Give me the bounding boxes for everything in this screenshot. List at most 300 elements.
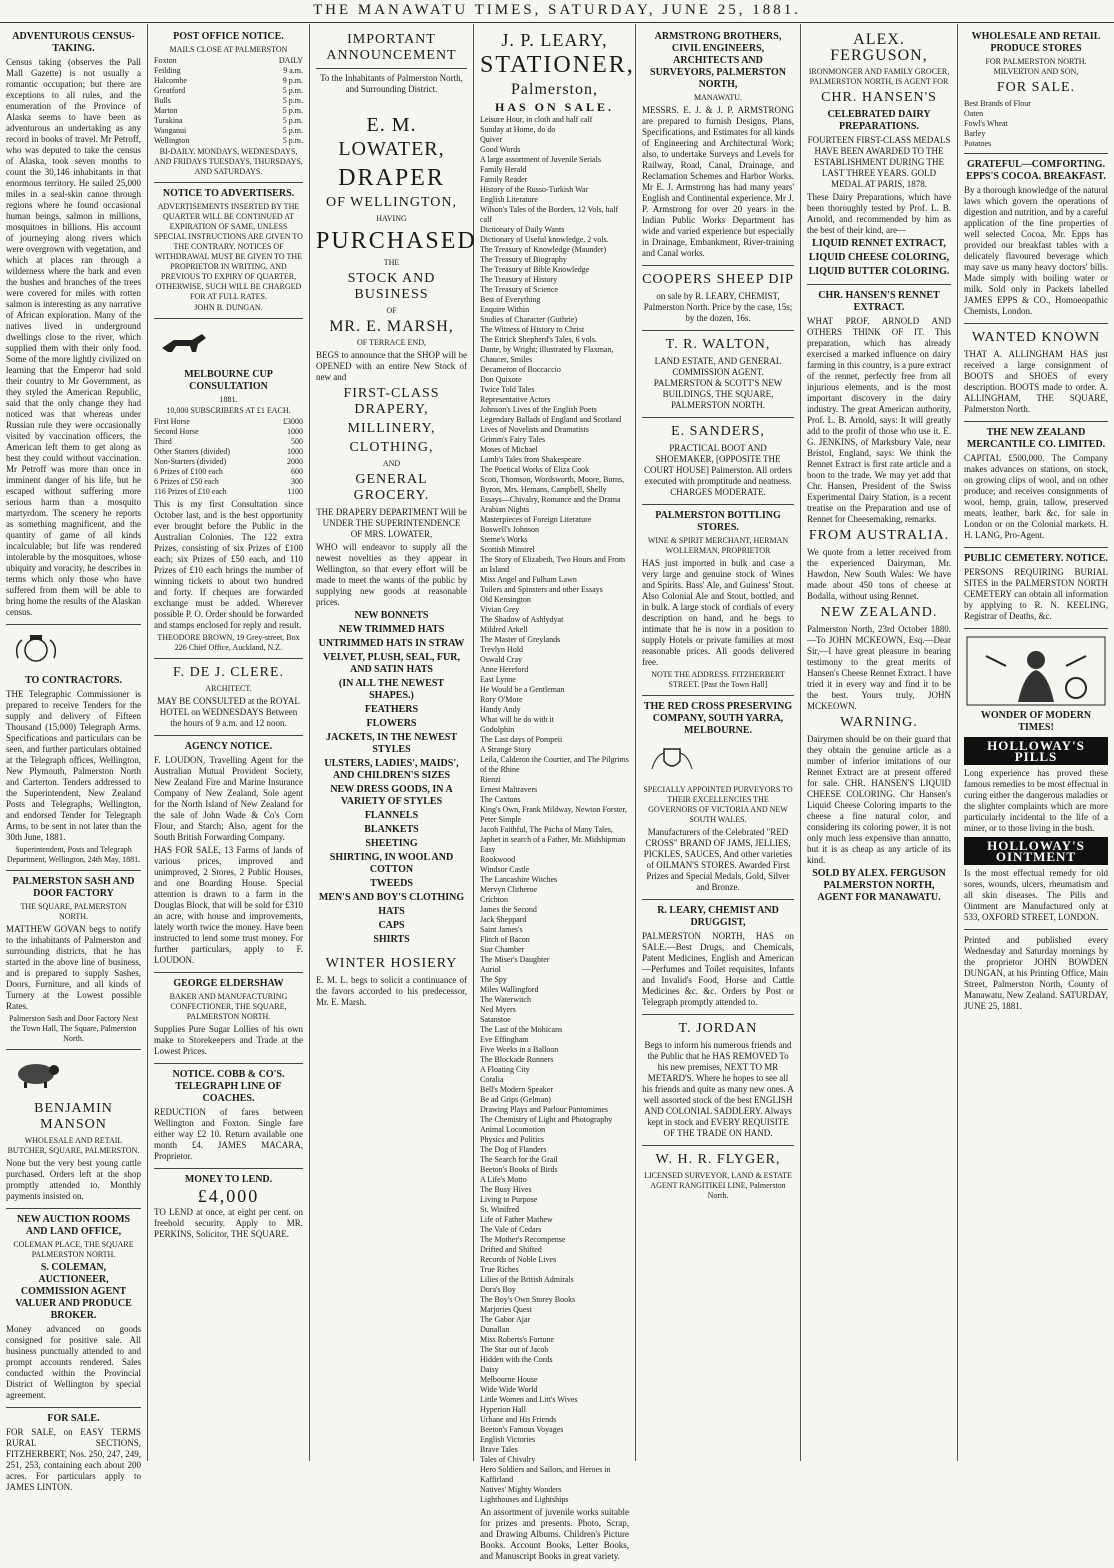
book-item: Essays—Chivalry, Romance and the Drama xyxy=(480,495,621,504)
liquid-item: LIQUID BUTTER COLORING. xyxy=(808,266,950,277)
clothing: CLOTHING, xyxy=(349,440,434,455)
cup-row-value: 500 xyxy=(291,437,303,446)
cup-row-label: Third xyxy=(154,437,172,446)
book-item: Living to Purpose xyxy=(480,1195,538,1204)
book-item: Physics and Politics xyxy=(480,1135,545,1144)
book-item: Ernest Maltravers xyxy=(480,785,538,794)
book-item: Grimm's Fairy Tales xyxy=(480,435,546,444)
cup-row-label: Non-Starters (divided) xyxy=(154,457,227,466)
post-row-label: Foxton xyxy=(154,56,177,65)
having: HAVING xyxy=(376,214,407,223)
book-item: English Literature xyxy=(480,195,538,204)
lowater-item: CAPS xyxy=(378,920,405,931)
melbourne-cup-ad xyxy=(154,319,303,659)
sash-title: PALMERSTON SASH AND DOOR FACTORY xyxy=(12,876,135,899)
bottling-sub: WINE & SPIRIT MERCHANT, HERMAN WOLLERMAN, PROPRIETOR xyxy=(647,536,789,555)
book-item: The Waterwitch xyxy=(480,995,531,1004)
book-item: Animal Locomotion xyxy=(480,1125,546,1134)
cobb-ad xyxy=(154,1064,303,1169)
epps-text: By a thorough knowledge of the natural laws which govern the operations of digestion and nutrition, and by a careful application of the fine properties of well selected Cocoa, Mr. Epps has provided our breakfast tables with a delicately flavoured beverage which may save us many heavy doctors' bills. Made simply with boiling water or milk. Sold only in Packets labelled JAMES EPPS & CO., Homoeopathic Chemists, London. xyxy=(964,185,1108,316)
cup-row-value: 1000 xyxy=(287,447,303,456)
columns xyxy=(0,24,1114,1561)
flyger-text: LICENSED SURVEYOR, LAND & ESTATE AGENT RANGITIKEI LINE, Palmerston North. xyxy=(644,1171,792,1200)
column-2 xyxy=(148,24,310,1461)
clere-text: MAY BE CONSULTED at the ROYAL HOTEL on WEDNESDAYS Between the hours of 9 a.m. and 12 noon. xyxy=(157,696,300,728)
book-item: The Spy xyxy=(480,975,507,984)
lowater-item: VELVET, PLUSH, SEAL, FUR, AND SATIN HATS xyxy=(323,652,460,675)
book-item: Decameron of Boccaccio xyxy=(480,365,561,374)
walton-ad xyxy=(642,331,794,418)
wanted-title: WANTED KNOWN xyxy=(971,330,1101,345)
book-item: A Floating City xyxy=(480,1065,530,1074)
post-table xyxy=(154,56,303,146)
book-item: Hero Soldiers and Sailors, and Heroes in Kaffirland xyxy=(480,1465,611,1484)
lowater-item: ULSTERS, LADIES', MAIDS', AND CHILDREN'S SIZES xyxy=(324,758,459,781)
book-item: Dunallan xyxy=(480,1325,510,1334)
cup-row-value: 1100 xyxy=(287,487,303,496)
auction-ad xyxy=(6,1209,141,1408)
book-item: Auriol xyxy=(480,965,501,974)
printed-text: Printed and published every Wednesday and Saturday mornings by the proprietor JOHN BOWDEN DUNGAN, at his Printing Office, Main Street, Palmerston North, County of Manawatu, New Zealand. SATURDAY, JUNE 25, 1881. xyxy=(964,935,1108,1011)
produce-list xyxy=(964,99,1108,149)
pills-banner: HOLLOWAY'S PILLS xyxy=(964,737,1108,765)
book-item: Crichton xyxy=(480,895,508,904)
cup-title: MELBOURNE CUP CONSULTATION xyxy=(184,369,273,392)
book-item: Legendary Ballads of England and Scotland xyxy=(480,415,622,424)
ferguson-sub: IRONMONGER AND FAMILY GROCER, PALMERSTON NORTH, IS AGENT FOR xyxy=(808,67,950,86)
book-item: Boswell's Johnson xyxy=(480,525,540,534)
coat-of-arms-icon xyxy=(642,743,702,777)
book-item: Miss Roberts's Fortune xyxy=(480,1335,554,1344)
cup-row-value: 2000 xyxy=(287,457,303,466)
post-row xyxy=(154,126,303,136)
sash-foot: Palmerston Sash and Door Factory Next the Town Hall, The Square, Palmerston North. xyxy=(8,1014,139,1043)
book-item: The Treasury of History xyxy=(480,275,558,284)
book-item: The Poetical Works of Eliza Cook xyxy=(480,465,590,474)
book-item: The Story of Elizabeth, Two Hours and From an Island xyxy=(480,555,626,574)
book-item: Rory O'More xyxy=(480,695,523,704)
coleman-title: S. COLEMAN, AUCTIONEER, COMMISSION AGENT VALUER AND PRODUCE BROKER. xyxy=(15,1262,132,1321)
sash-factory-ad xyxy=(6,871,141,1050)
book-item: Scott, Thomson, Wordsworth, Moore, Burns, Byron, Mrs. Hemans, Campbell, Shelly xyxy=(480,475,625,494)
post-row-value: 5 p.m. xyxy=(282,126,303,135)
liquid-item: LIQUID RENNET EXTRACT, xyxy=(812,238,946,249)
book-item: Daisy xyxy=(480,1365,499,1374)
produce-item: Barley xyxy=(964,129,986,138)
flyger-title: W. H. R. FLYGER, xyxy=(655,1152,781,1167)
manson-title: BENJAMIN MANSON xyxy=(34,1101,113,1132)
notice-sign: JOHN B. DUNGAN. xyxy=(194,303,263,312)
book-item: Flitch of Bacon xyxy=(480,935,530,944)
book-item: He Would be a Gentleman xyxy=(480,685,565,694)
post-row-label: Greatford xyxy=(154,86,186,95)
cup-row-label: First Horse xyxy=(154,417,190,426)
millinery: MILLINERY, xyxy=(347,421,436,436)
auction-title: NEW AUCTION ROOMS AND LAND OFFICE, xyxy=(16,1214,131,1237)
post-row-label: Turakina xyxy=(154,116,183,125)
book-item: Lamb's Tales from Shakespeare xyxy=(480,455,582,464)
medals-text: FOURTEEN FIRST-CLASS MEDALS HAVE BEEN AWARDED TO THE ESTABLISHMENT DURING THE LAST THREE YEARS. GOLD MEDAL AT PARIS, 1878. xyxy=(807,135,951,189)
book-item: Rookwood xyxy=(480,855,516,864)
post-row-label: Halcombe xyxy=(154,76,187,85)
money-amount: £4,000 xyxy=(197,1186,260,1206)
book-item: A Strange Story xyxy=(480,745,532,754)
coleman-text: Money advanced on goods consigned for positive sale. All business punctually attended to and prompt accounts rendered. Sales conducted within the Provincial District of Wellington by special agreement. xyxy=(6,1324,141,1400)
contractors-text: THE Telegraphic Commissioner is prepared to receive Tenders for the supply and delivery of Fifteen Thousand (15,000) Telegraph Arms. Specifications and particulars can be seen, and further particulars obtained at the Telegraph offices, Wellington, New Plymouth, Palmerston North and Carterton. Tenders addressed to the Superintendent, New Zealand Posts and Telegraphs, Wellington, and endorsed Tender for Telegraph Arms, to be sent in not later than the 30th June, 1881. xyxy=(6,689,141,842)
book-item: Marjories Quest xyxy=(480,1305,532,1314)
warning-title: WARNING. xyxy=(840,715,918,730)
money-title: MONEY TO LEND. xyxy=(184,1174,273,1185)
wanted-ad xyxy=(964,324,1108,422)
column-3 xyxy=(310,24,477,1461)
book-item: The Dog of Flanders xyxy=(480,1145,547,1154)
book-item: Masterpieces of Foreign Literature xyxy=(480,515,592,524)
book-item: The Gabor Ajar xyxy=(480,1315,531,1324)
nz-title: NEW ZEALAND. xyxy=(820,605,938,620)
hansen-sub: CELEBRATED DAIRY PREPARATIONS. xyxy=(827,109,931,132)
book-item: Quiver xyxy=(480,135,503,144)
book-item: The Search for the Grail xyxy=(480,1155,558,1164)
contractors-sign: Superintendent, Posts and Telegraph Department, Wellington, 24th May, 1881. xyxy=(6,845,141,864)
produce-item: Potatoes xyxy=(964,139,992,148)
divider xyxy=(316,68,467,69)
book-item: Miles Wallingford xyxy=(480,985,539,994)
purchased-heading: PURCHASED xyxy=(316,228,477,254)
book-item: True Riches xyxy=(480,1265,519,1274)
book-item: The Last of the Mohicans xyxy=(480,1025,563,1034)
book-item: Little Women and Litt's Wives xyxy=(480,1395,578,1404)
post-row xyxy=(154,106,303,116)
cobb-title: NOTICE. COBB & CO'S. TELEGRAPH LINE OF COACHES. xyxy=(172,1069,285,1104)
book-item: English Victories xyxy=(480,1435,536,1444)
book-item: Records of Noble Lives xyxy=(480,1255,557,1264)
post-row xyxy=(154,66,303,76)
book-item: King's Own, Frank Mildway, Newton Forster, Peter Simple xyxy=(480,805,627,824)
lowater-item: MEN'S AND BOY'S CLOTHING xyxy=(318,892,465,903)
lowater-item: HATS xyxy=(378,906,405,917)
bottling-ad xyxy=(642,505,794,696)
book-item: A large assortment of Juvenile Serials xyxy=(480,155,601,164)
cup-row xyxy=(154,417,303,427)
book-item: James the Second xyxy=(480,905,537,914)
census-text: Census taking (observes the Pall Mall Gazette) is not usually a romantic occupation; but there are exceptions to all rules, and the enumeration of the Province of Alaska seems to have been as adventurous an undertaking as any record in books of travel. Mr Petroff, who was deputed to take the census of Alaska, took seven months to count the 30,146 inhabitants in that enormous territory. He sailed 25,000 miles in a seal-skin canoe through regions where he found occasional human beings, salmon in millions, mosquitoes in billions. His account of journeying along rivers which were overgrown with vegetation, and which at places ran through a wilderness where the bark and even the bushes and branches of the trees were covered for miles with rotten salmon is interesting as any narrative of African exploration. Many of the natives lived in underground dwellings close to the river, which supplied them with their only food. Some of the more lightly civilized on learning that the Emperor had sold their country to Mr Government, as they styled the American Republic, said that the only change they had noticed was that whereas under Russian rule they were occasionally visited by vaccination officers, the American left them to get along as best they could without vaccination. Mr Petroff was more than once in imminent danger of his life, but he escaped without suffering more serious harm than a mosquito martyrdom. The scenery he reports as something magnificent, and the quantity of game of all kinds incalculable; but life was rendered intolerable by the mosquitoes, whose ubiquity and voracity, he describes in terms which only those who have suffered from them will be able to bring home the results of the Alaskan census. xyxy=(6,57,141,617)
money-text: TO LEND at once, at eight per cent. on freehold security. Apply to MR. PERKINS, Solicitor, THE SQUARE. xyxy=(154,1207,303,1239)
nz-text: Palmerston North, 23rd October 1880.—To JOHN MCKEOWN, Esq.—Dear Sir,—I have great pleasure in bearing testimony to the great merits of Hansen's Cheese Rennet Extract. I have tried it in every way and find it to be the best. Yours truly, JOHN MCKEOWN. xyxy=(807,624,951,711)
book-item: Twice Told Tales xyxy=(480,385,535,394)
book-item: Mildred Arkell xyxy=(480,625,528,634)
sheep-icon xyxy=(6,1057,66,1091)
lowater-item: TWEEDS xyxy=(370,878,413,889)
cobb-text: REDUCTION of fares between Wellington and Foxton. Single fare either way £2 10. Return available one month £4. JAMES MACARA, Proprietor. xyxy=(154,1107,303,1161)
ointment-banner: HOLLOWAY'S OINTMENT xyxy=(964,837,1108,865)
mercantile-ad xyxy=(964,422,1108,548)
column-1 xyxy=(0,24,148,1492)
book-item: Beeton's Books of Birds xyxy=(480,1165,558,1174)
lowater-item: FEATHERS xyxy=(364,704,419,715)
book-item: The Treasury of Biography xyxy=(480,255,567,264)
winter-hosiery: WINTER HOSIERY xyxy=(325,956,458,971)
book-item: The Master of Greylands xyxy=(480,635,561,644)
book-list xyxy=(480,115,629,1505)
prep-text: These Dairy Preparations, which have been thoroughly tested by Prof. L. B. Arnold, and recommended by him as the best of their kind, are— xyxy=(807,192,951,235)
lowater-name: E. M. LOWATER, xyxy=(338,114,445,160)
notice-text: ADVERTISEMENTS INSERTED BY THE QUARTER WILL BE CONTINUED AT EXPIRATION OF SAME, UNLESS SPECIAL INSTRUCTIONS ARE GIVEN TO THE CONTRARY. NOTICES OF WITHDRAWAL MUST BE GIVEN TO THE PROPRIETOR IN WRITING, AND PREVIOUS TO EXPIRY OF QUARTER, OTHERWISE, SUCH WILL BE CHARGED FOR AT FULL RATES. xyxy=(154,202,303,301)
cup-row-label: Second Horse xyxy=(154,427,199,436)
census-article xyxy=(6,26,141,625)
armstrong-ad xyxy=(642,26,794,266)
lowater-item: FLOWERS xyxy=(366,718,417,729)
post-row xyxy=(154,136,303,146)
book-item: Sunday at Home, do do xyxy=(480,125,556,134)
book-item: Brave Tales xyxy=(480,1445,518,1454)
australia-title: FROM AUSTRALIA. xyxy=(808,528,950,543)
armstrong-place: MANAWATU. xyxy=(693,93,743,102)
leary-stationer-ad xyxy=(480,26,635,1568)
produce-forsale: FOR SALE. xyxy=(996,80,1076,95)
post-office-ad xyxy=(154,26,303,183)
book-item: The Witness of History to Christ xyxy=(480,325,585,334)
liquid-list xyxy=(807,238,951,278)
cup-row-value: 600 xyxy=(291,467,303,476)
book-item: Rienzi xyxy=(480,775,501,784)
holloway-ad xyxy=(964,629,1108,930)
manson-ad xyxy=(6,1050,141,1209)
forsale-text: FOR SALE, on EASY TERMS RURAL SECTIONS, FITZHERBERT, Nos. 250, 247, 249, 251, 253, containing each about 200 acres. For particulars apply to JAMES LINTON. xyxy=(6,1427,141,1492)
book-item: Melbourne House xyxy=(480,1375,538,1384)
cup-row xyxy=(154,447,303,457)
book-item: St. Winifred xyxy=(480,1205,520,1214)
lowater-item: FLANNELS xyxy=(364,810,419,821)
forsale-ad xyxy=(6,1408,141,1499)
book-item: The Busy Hives xyxy=(480,1185,532,1194)
agency-sale: HAS FOR SALE, 13 Farms of lands of various prices, improved and unimproved, 2 Stores, 2 Public Houses, and one Boarding House. Special attention is drawn to a farm in the Douglas Block, that will be sold for £310 an acre, with house and improvements, lately worth twice the money. Have been instructed to lend some trust money. For further particulars, apply to F. LOUDON. xyxy=(154,845,303,965)
pills-text: Long experience has proved these famous remedies to be most effectual in curing either the dangerous maladies or the slighter complaints which are more particularly incidental to the life of a miner, or to those living in the bush. xyxy=(964,768,1108,833)
census-title: ADVENTUROUS CENSUS-TAKING. xyxy=(12,31,135,54)
coopers-text: on sale by R. LEARY, CHEMIST, Palmerston North. Price by the case, 15s; by the dozen, 16s. xyxy=(643,291,793,323)
book-item: The Vale of Cedars xyxy=(480,1225,542,1234)
post-row-value: 5 p.m. xyxy=(282,136,303,145)
drapery-dept: THE DRAPERY DEPARTMENT Will be UNDER THE SUPERINTENDENCE OF MRS. LOWATER, xyxy=(316,507,467,539)
eldershaw-title: GEORGE ELDERSHAW xyxy=(173,978,284,989)
cup-table xyxy=(154,417,303,497)
warning-text: Dairymen should be on their guard that they obtain the genuine article as a number of inferior imitations of our Rennet Extract are at present offered for sale. CHR. HANSEN'S LIQUID CHEESE COLORING. Chr Hansen's Liquid Cheese Coloring imparts to the cheese a fine natural color, and considering its coloring power, it is not only much less expensive than annatto, but it is as cheap as any article of its kind. xyxy=(807,734,951,865)
epps-title: GRATEFUL—COMFORTING. EPPS'S COCOA. BREAKFAST. xyxy=(966,159,1106,182)
cup-year: 1881. xyxy=(219,395,238,404)
book-item: Drifted and Shifted xyxy=(480,1245,542,1254)
contractors-title: TO CONTRACTORS. xyxy=(25,675,122,686)
horse-icon xyxy=(154,326,214,360)
book-item: Wilson's Tales of the Borders, 12 Vols, half calf xyxy=(480,205,619,224)
lowater-ad xyxy=(316,26,477,1014)
clere-sub: ARCHITECT. xyxy=(205,684,252,693)
cup-sign: THEODORE BROWN, 19 Grey-street, Box 226 Chief Office, Auckland, N.Z. xyxy=(157,633,300,652)
book-item: Hyperion Hall xyxy=(480,1405,526,1414)
book-item: Satanstoe xyxy=(480,1015,511,1024)
post-row-value: 9 p.m. xyxy=(282,76,303,85)
contractors-ad xyxy=(6,625,141,871)
lowater-item: (IN ALL THE NEWEST SHAPES.) xyxy=(338,678,445,701)
cemetery-ad xyxy=(964,548,1108,629)
book-item: Dictionary of Daily Wants xyxy=(480,225,565,234)
money-ad xyxy=(154,1169,303,1246)
lowater-item: SHIRTING, IN WOOL AND COTTON xyxy=(329,852,454,875)
clere-title: F. DE J. CLERE. xyxy=(172,665,285,680)
eldershaw-ad xyxy=(154,973,303,1064)
cup-text: This is my first Consultation since October last, and is the best opportunity ever brought before the Public in the Australian Colonies. The 122 extra Prizes, consisting of six Prizes of £100 each; six Prizes of £50 each, and 110 Prizes of £10 each brings the number of winning tickets to about two hundred and forty. If cheques are forwarded exchange must be added. Wherever possible P. O. Order should be forwarded and stamps enclosed for reply and result. xyxy=(154,499,303,630)
sold-by: SOLD BY ALEX. FERGUSON PALMERSTON NORTH, AGENT FOR MANAWATU. xyxy=(812,868,946,903)
book-item: Trevlyn Hold xyxy=(480,645,524,654)
royal-crest-icon xyxy=(6,632,66,666)
bottling-text: HAS just imported in bulk and case a very large and genuine stock of Wines and Spirits. Bass' Ale, and Guiness' Stout. Also Colonial Ale and Stout, bottled, and in bulk. A large stock of cordials of every description on hand, and he begs to intimate that he is now in a position to supply Hotels or private families at most reasonable prices. All goods delivered free. xyxy=(642,558,794,667)
sanders-title: E. SANDERS, xyxy=(671,424,765,439)
leary-name: J. P. LEARY, xyxy=(501,30,608,50)
post-row-label: Bulls xyxy=(154,96,171,105)
book-item: The Shadow of Ashlydyat xyxy=(480,615,564,624)
cup-sub: 10,000 SUBSCRIBERS AT £1 EACH. xyxy=(166,406,291,415)
book-item: The Lancashire Witches xyxy=(480,875,558,884)
post-row xyxy=(154,56,303,66)
post-row-value: 5 p.m. xyxy=(282,86,303,95)
auction-sub: COLEMAN PLACE, THE SQUARE PALMERSTON NORTH. xyxy=(13,1240,134,1259)
mercantile-text: CAPITAL £500,000. The Company makes advances on stations, on stock, on growing clips of wool, and on other produce; and receives consignments of wool, hemp, grain, tallow, preserved meats, leather, bark &c. for sale in London or on the Colonial markets. H. H. LANG, Pro-Agent. xyxy=(964,453,1108,540)
rennet-title: CHR. HANSEN'S RENNET EXTRACT. xyxy=(818,290,940,313)
book-item: Mervyn Clitheroe xyxy=(480,885,538,894)
book-item: Natives' Mighty Wonders xyxy=(480,1485,562,1494)
agency-ad xyxy=(154,736,303,973)
book-item: Windsor Castle xyxy=(480,865,530,874)
ointment-text: Is the most effectual remedy for old sores, wounds, ulcers, rheumatism and all skin diseases. The Pills and Ointment are Manufactured only at 533, OXFORD STREET, LONDON. xyxy=(964,868,1108,922)
book-item: Don Quixote xyxy=(480,375,522,384)
cup-row xyxy=(154,457,303,467)
book-item: Family Reader xyxy=(480,175,528,184)
book-item: Vivian Grey xyxy=(480,605,520,614)
book-item: Tales of Chivalry xyxy=(480,1455,536,1464)
post-row xyxy=(154,86,303,96)
cup-row-label: 116 Prizes of £10 each xyxy=(154,487,227,496)
book-item: Dante, by Wright; illustrated by Flaxman, Chaucer, Smiles xyxy=(480,345,614,364)
book-item: A Life's Motto xyxy=(480,1175,527,1184)
bottling-title: PALMERSTON BOTTLING STORES. xyxy=(655,510,781,533)
sash-sub: THE SQUARE, PALMERSTON NORTH. xyxy=(20,902,127,921)
book-item: Ned Myers xyxy=(480,1005,516,1014)
post-row-value: 5 p.m. xyxy=(282,116,303,125)
book-item: Scottish Minstrel xyxy=(480,545,535,554)
produce-sub: FOR PALMERSTON NORTH. MILVERTON AND SON, xyxy=(985,57,1087,76)
book-item: East Lynne xyxy=(480,675,516,684)
book-item: Studies of Character (Guthrie) xyxy=(480,315,578,324)
book-item: Johnson's Lives of the English Poets xyxy=(480,405,597,414)
jordan-text: Begs to inform his numerous friends and the Public that he HAS REMOVED To his new premises, NEXT TO MR METARD'S. Where he hopes to see all his friends and quite as many new ones. A well assorted stock of the best ENGLISH AND COLONIAL SADDLERY. Always kept in stock and EVERY REQUISITE OF THE TRADE ON HAND. xyxy=(642,1040,794,1138)
agency-title: AGENCY NOTICE. xyxy=(184,741,273,752)
liquid-item: LIQUID CHEESE COLORING, xyxy=(808,252,950,263)
redcross-text: Manufacturers of the Celebrated "RED CROSS" BRAND OF JAMS, JELLIES, PICKLES, SAUCES, And other varieties of OILMAN'S STORES. Awarded First Prizes and Special Medals, Gold, Silver and Bronze. xyxy=(643,827,793,892)
cup-row-value: 1000 xyxy=(287,427,303,436)
column-7 xyxy=(958,24,1114,1461)
book-item: Five Weeks in a Balloon xyxy=(480,1045,559,1054)
book-item: Representative Actors xyxy=(480,395,551,404)
book-item: Urbane and His Friends xyxy=(480,1415,557,1424)
stock-heading: STOCK AND BUSINESS xyxy=(347,271,436,302)
book-item: Oswald Cray xyxy=(480,655,522,664)
book-item: Eve Effingham xyxy=(480,1035,529,1044)
lowater-footer: E. M. L. begs to solicit a continuance of the favors accorded to his predecessor, Mr. E. Marsh. xyxy=(316,975,467,1007)
book-item: History of the Russo-Turkish War xyxy=(480,185,589,194)
epps-ad xyxy=(964,154,1108,324)
palmerston-heading: Palmerston, xyxy=(511,81,598,98)
lowater-item: JACKETS, IN THE NEWEST STYLES xyxy=(326,732,457,755)
book-item: The Boy's Own Storey Books xyxy=(480,1295,576,1304)
column-6 xyxy=(801,24,958,1461)
imprint xyxy=(964,930,1108,1018)
general-grocery: GENERAL GROCERY. xyxy=(353,472,430,503)
cup-row xyxy=(154,487,303,497)
book-item: Handy Andy xyxy=(480,705,521,714)
book-item: The Mother's Recompense xyxy=(480,1235,566,1244)
produce-title: WHOLESALE AND RETAIL PRODUCE STORES xyxy=(971,31,1101,54)
cup-row xyxy=(154,427,303,437)
australia-text: We quote from a letter received from the experienced Dairyman, Mr. Hawdon, New South Wales: We have made about 450 tons of cheese at Bodalla, without using Rennet. xyxy=(807,547,951,601)
column-4 xyxy=(474,24,636,1561)
rennet-text: WHAT PROF. ARNOLD AND OTHERS THINK OF IT. This preparation, which has already exercised a marked influence on dairy farming in this country, is a pure extract of the rennet, perfectly free from all injurious elements, and is the most important discovery in the dairy industry. The great American authority, Prof. L. B. Arnold, says: It will greatly add to the profit of those who use it. E. G. JENKINS, of Marksbury Vale, near Bristol, England, says: We think the Rennet Extract is first rate article and a boon to the trade. We may yet add that Chr. Hansen, President of the Swiss Experimental Dairy Station, is a recent treatise on the Preparation and use of Rennet for Cheesemaking, remarks. xyxy=(807,316,951,524)
of-wellington: OF WELLINGTON, xyxy=(326,195,457,210)
lowater-item: UNTRIMMED HATS IN STRAW xyxy=(318,638,465,649)
mercantile-title: THE NEW ZEALAND MERCANTILE CO. LIMITED. xyxy=(966,427,1106,450)
lowater-item: NEW TRIMMED HATS xyxy=(338,624,445,635)
book-item: Beeton's Famous Voyages xyxy=(480,1425,564,1434)
britannia-illustration-icon xyxy=(966,636,1106,706)
clere-ad xyxy=(154,659,303,736)
redcross-title: THE RED CROSS PRESERVING COMPANY, SOUTH YARRA, MELBOURNE. xyxy=(643,701,793,736)
cup-row-label: 6 Prizes of £100 each xyxy=(154,467,223,476)
book-item: Dictionary of Useful knowledge, 2 vols. xyxy=(480,235,609,244)
book-item: What will he do with it xyxy=(480,715,554,724)
post-row-value: 5 p.m. xyxy=(282,106,303,115)
red-cross-ad xyxy=(642,696,794,900)
of: OF xyxy=(386,306,397,315)
coopers-ad xyxy=(642,266,794,331)
book-item: Enquire Within xyxy=(480,305,530,314)
book-item: Saint James's xyxy=(480,925,523,934)
book-item: Leila, Calderon the Courtier, and The Pilgrims of the Rhine xyxy=(480,755,629,774)
post-row xyxy=(154,116,303,126)
lowater-item: SHEETING xyxy=(365,838,418,849)
book-item: Toilers and Spinsters and other Essays xyxy=(480,585,603,594)
notice-advertisers-ad xyxy=(154,183,303,319)
lowater-item: NEW BONNETS xyxy=(354,610,429,621)
post-row-label: Wellington xyxy=(154,136,190,145)
book-item: Arabian Nights xyxy=(480,505,530,514)
begs-text: BEGS to announce that the SHOP will be OPENED with an entire New Stock of new and xyxy=(316,350,467,382)
book-item: Lives of Novelists and Dramatists xyxy=(480,425,589,434)
book-item: The Caxtons xyxy=(480,795,521,804)
cup-row-value: 300 xyxy=(291,477,303,486)
book-item: Miss Angel and Fulham Lawn xyxy=(480,575,577,584)
post-row xyxy=(154,96,303,106)
leary-chemist-title: R. LEARY, CHEMIST AND DRUGGIST, xyxy=(657,905,779,928)
jordan-ad xyxy=(642,1015,794,1146)
book-item: The Ettrick Shepherd's Tales, 6 vols. xyxy=(480,335,597,344)
book-item: Best of Everything xyxy=(480,295,541,304)
produce-item: Fowl's Wheat xyxy=(964,119,1008,128)
book-item: Hidden with the Cords xyxy=(480,1355,553,1364)
book-item: Good Words xyxy=(480,145,521,154)
stationer-heading: STATIONER, xyxy=(480,52,635,78)
book-item: Life of Father Mathew xyxy=(480,1215,553,1224)
walton-title: T. R. WALTON, xyxy=(665,337,771,352)
first-class-drapery: FIRST-CLASS DRAPERY, xyxy=(343,386,440,417)
book-item: Wide Wide World xyxy=(480,1385,538,1394)
bottling-foot: NOTE THE ADDRESS. FITZHERBERT STREET. [Past the Town Hall] xyxy=(651,670,785,689)
